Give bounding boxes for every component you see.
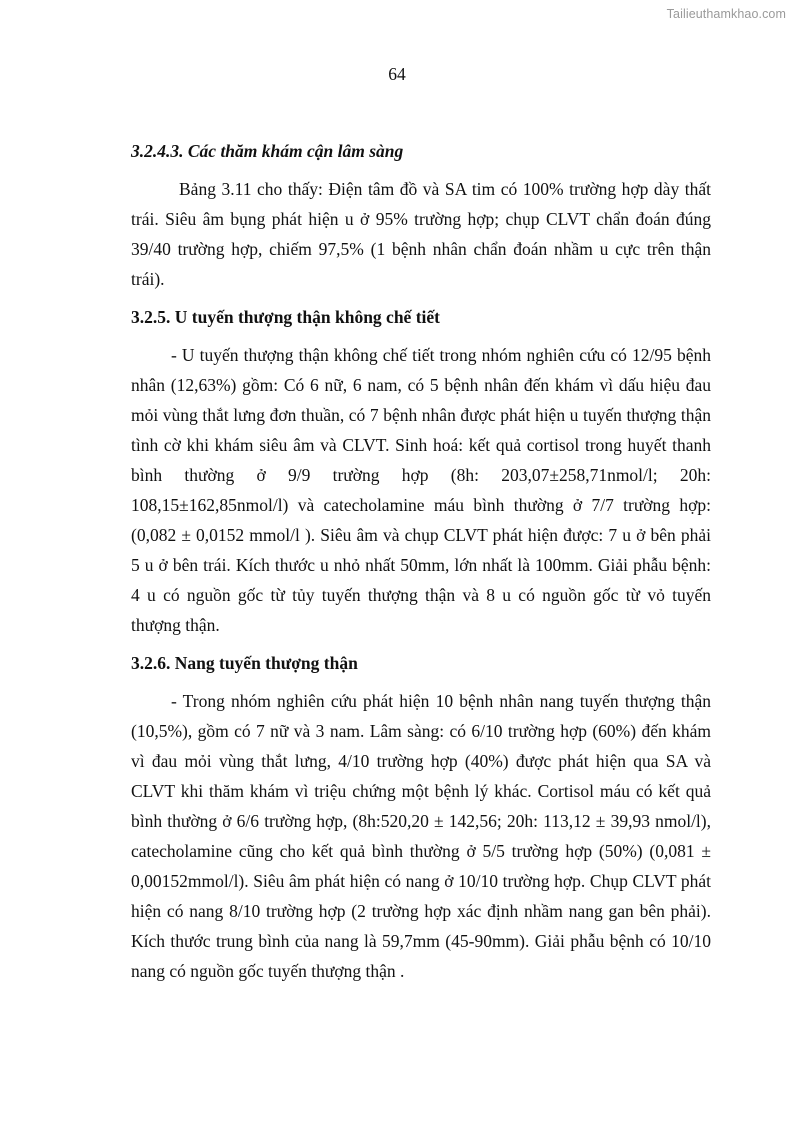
paragraph-adrenal-cyst: - Trong nhóm nghiên cứu phát hiện 10 bệnh nhân nang tuyến thượng thận (10,5%), gồm có 7 nữ và 3 nam. Lâm sàng: có 6/10 trường hợp (60%) đến khám vì đau mỏi vùng thắt lưng, 4/10 trường hợp (40%) được phát hiện qua SA và CLVT khi thăm khám vì triệu chứng một bệnh lý khác. Cortisol máu có kết quả bình thường ở 6/6 trường hợp, (8h:520,20 ± 142,56; 20h: 113,12 ± 39,93 nmol/l), catecholamine cũng cho kết quả bình thường ở 5/5 trường hợp (50%) (0,081 ± 0,00152mmol/l). Siêu âm phát hiện có nang ở 10/10 trường hợp. Chụp CLVT phát hiện có nang 8/10 trường hợp (2 trường hợp xác định nhầm nang gan bên phải). Kích thước trung bình của nang là 59,7mm (45-90mm). Giải phẫu bệnh có 10/10 nang có nguồn gốc tuyến thượng thận . <box>131 691 711 981</box>
section-heading-3-2-4-3: 3.2.4.3. Các thăm khám cận lâm sàng <box>131 141 404 161</box>
section-heading-3-2-6: 3.2.6. Nang tuyến thượng thận <box>131 653 358 673</box>
page-number: 64 <box>388 64 406 84</box>
section-heading-3-2-5: 3.2.5. U tuyến thượng thận không chế tiết <box>131 307 440 327</box>
watermark: Tailieuthamkhao.com <box>666 7 786 21</box>
document-body <box>131 136 711 994</box>
paragraph-lab-tests: Bảng 3.11 cho thấy: Điện tâm đồ và SA tim có 100% trường hợp dày thất trái. Siêu âm bụng phát hiện u ở 95% trường hợp; chụp CLVT chẩn đoán đúng 39/40 trường hợp, chiếm 97,5% (1 bệnh nhân chẩn đoán nhầm u cực trên thận trái). <box>131 179 711 289</box>
paragraph-nonsecreting-tumor: - U tuyến thượng thận không chế tiết trong nhóm nghiên cứu có 12/95 bệnh nhân (12,63%) gồm: Có 6 nữ, 6 nam, có 5 bệnh nhân đến khám vì dấu hiệu đau mỏi vùng thắt lưng đơn thuần, có 7 bệnh nhân được phát hiện u tuyến thượng thận tình cờ khi khám siêu âm và CLVT. Sinh hoá: kết quả cortisol trong huyết thanh bình thường ở 9/9 trường hợp (8h: 203,07±258,71nmol/l; 20h: 108,15±162,85nmol/l) và catecholamine máu bình thường ở 7/7 trường hợp: (0,082 ± 0,0152 mmol/l ). Siêu âm và chụp CLVT phát hiện được: 7 u ở bên phải 5 u ở bên trái. Kích thước u nhỏ nhất 50mm, lớn nhất là 100mm. Giải phẫu bệnh: 4 u có nguồn gốc từ tủy tuyến thượng thận và 8 u có nguồn gốc từ vỏ tuyến thượng thận. <box>131 345 711 635</box>
